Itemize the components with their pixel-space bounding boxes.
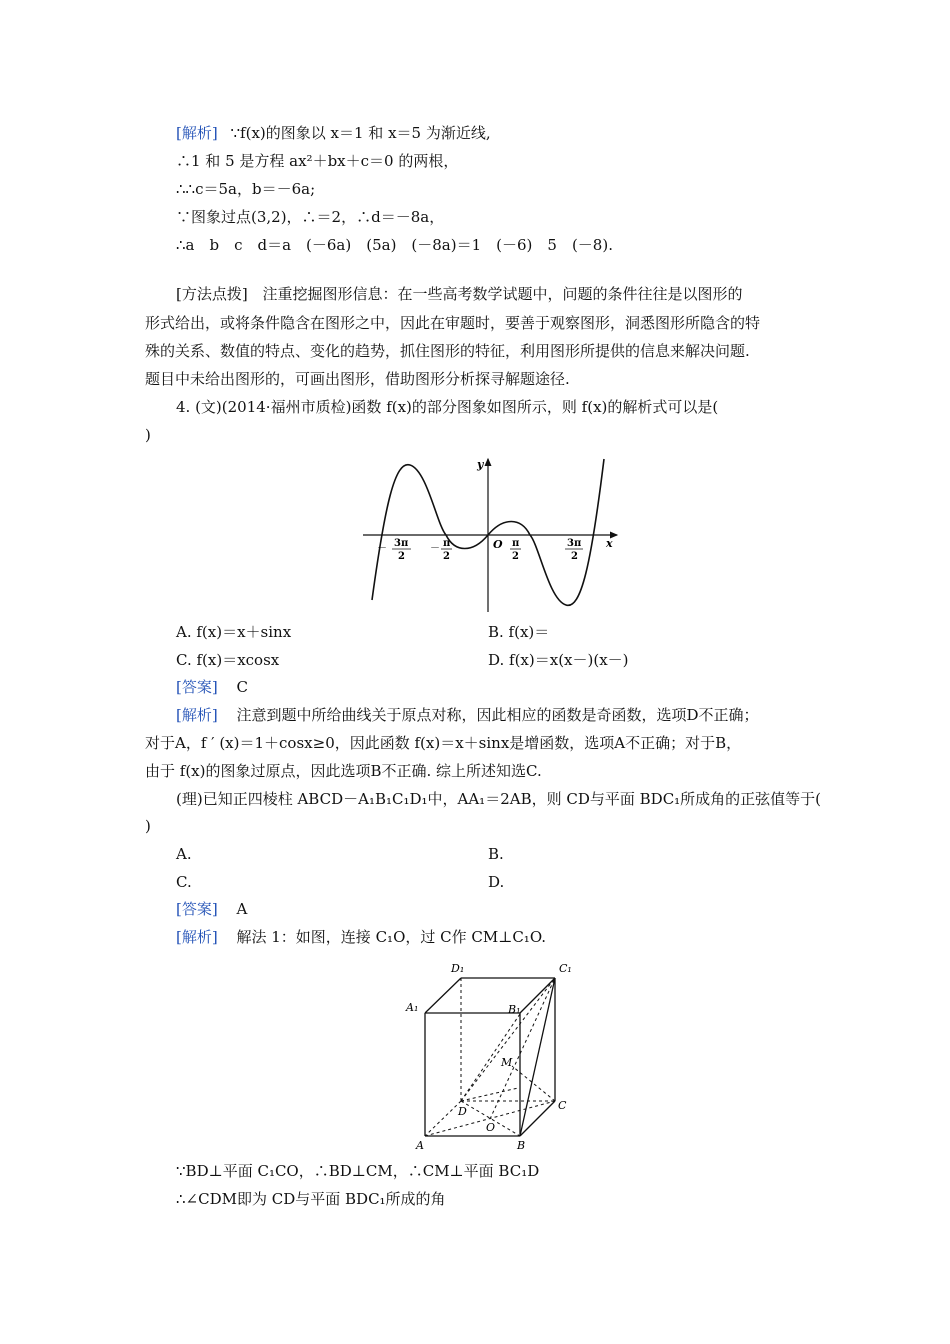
svg-text:2: 2 bbox=[512, 551, 519, 562]
analysis-tag: [解析] bbox=[176, 124, 218, 142]
svg-text:π: π bbox=[443, 538, 451, 549]
tick-pi-2 bbox=[510, 538, 521, 562]
q4li-proof-line-1: ∵BD⊥平面 C₁CO，∴BD⊥CM，∴CM⊥平面 BC₁D bbox=[176, 1162, 540, 1180]
label-A: A bbox=[416, 1139, 424, 1152]
answer-tag: [答案] bbox=[176, 900, 218, 918]
svg-text:－: － bbox=[430, 543, 440, 554]
svg-text:2: 2 bbox=[398, 551, 405, 562]
answer-tag: [答案] bbox=[176, 678, 218, 696]
svg-text:2: 2 bbox=[571, 551, 578, 562]
label-C1: C₁ bbox=[559, 962, 572, 975]
q4li-option-c: C. bbox=[176, 873, 192, 891]
method-tip-line-4: 题目中未给出图形的，可画出图形，借助图形分析探寻解题途径. bbox=[145, 370, 570, 388]
label-C: C bbox=[558, 1099, 567, 1112]
label-B: B bbox=[517, 1139, 526, 1152]
svg-text:2: 2 bbox=[443, 551, 450, 562]
q4-option-d: D. f(x)＝x(x－)(x－) bbox=[488, 651, 629, 669]
q3-line1-text: ∵f(x)的图象以 x＝1 和 x＝5 为渐近线, bbox=[230, 124, 491, 142]
svg-text:－: － bbox=[377, 543, 387, 554]
q4li-explanation bbox=[176, 927, 546, 947]
svg-text:3π: 3π bbox=[394, 538, 409, 549]
origin-label: O bbox=[493, 538, 503, 551]
tick-neg-3pi-2 bbox=[377, 538, 411, 562]
q3-analysis-line-2: ∴1 和 5 是方程 ax²＋bx＋c＝0 的两根， bbox=[176, 152, 459, 170]
prism-diagram bbox=[400, 958, 585, 1153]
q4li-expl-text: 解法 1：如图，连接 C₁O，过 C作 CM⊥C₁O. bbox=[236, 928, 547, 946]
q4li-stem-line-1: (理)已知正四棱柱 ABCD－A₁B₁C₁D₁中，AA₁＝2AB，则 CD与平面 BDC₁所成角的正弦值等于( bbox=[176, 790, 822, 808]
label-A1: A₁ bbox=[406, 1001, 419, 1014]
q4-option-b: B. f(x)＝ bbox=[488, 623, 550, 641]
y-axis-label: y bbox=[477, 458, 484, 471]
method-tip-line-3: 殊的关系、数值的特点、变化的趋势，抓住图形的特征，利用图形所提供的信息来解决问题. bbox=[145, 342, 750, 360]
q4-explanation-line-1 bbox=[176, 705, 759, 725]
analysis-tag: [解析] bbox=[176, 928, 218, 946]
analysis-tag: [解析] bbox=[176, 706, 218, 724]
q4li-option-b: B. bbox=[488, 845, 504, 863]
q4li-stem-line-2: ) bbox=[145, 817, 151, 835]
q3-analysis-line-1 bbox=[176, 123, 491, 143]
method-tip-line-1 bbox=[176, 284, 743, 304]
method-tip-line-2: 形式给出，或将条件隐含在图形之中，因此在审题时，要善于观察图形，洞悉图形所隐含的特 bbox=[145, 314, 761, 332]
q3-analysis-line-5: ∴a b c d＝a (－6a) (5a) (－8a)＝1 (－6) 5 (－8). bbox=[176, 236, 613, 254]
label-D: D bbox=[458, 1105, 467, 1118]
q4-option-c: C. f(x)＝xcosx bbox=[176, 651, 280, 669]
q4-stem-line-1: 4. (文)(2014·福州市质检)函数 f(x)的部分图象如图所示，则 f(x)的解析式可以是( bbox=[176, 398, 719, 416]
q4-expl-1: 注意到题中所给曲线关于原点对称，因此相应的函数是奇函数，选项D不正确； bbox=[236, 706, 759, 724]
q4-explanation-line-2: 对于A，f ′ (x)＝1＋cosx≥0，因此函数 f(x)＝x＋sinx是增函数，选项A不正确；对于B， bbox=[145, 734, 742, 752]
tick-neg-pi-2 bbox=[430, 538, 452, 562]
method-tag: [方法点拨] bbox=[176, 285, 248, 303]
q4-answer-value: C bbox=[236, 678, 248, 696]
svg-text:π: π bbox=[512, 538, 520, 549]
label-B1: B₁ bbox=[508, 1003, 521, 1016]
tick-3pi-2 bbox=[565, 538, 583, 562]
q4li-proof-line-2: ∴∠CDM即为 CD与平面 BDC₁所成的角 bbox=[176, 1190, 446, 1208]
label-M: M bbox=[501, 1056, 513, 1069]
q4-stem-line-2: ) bbox=[145, 426, 151, 444]
method-text-1: 注重挖掘图形信息：在一些高考数学试题中，问题的条件往往是以图形的 bbox=[262, 285, 743, 303]
x-axis-label: x bbox=[606, 537, 613, 550]
q4li-option-d: D. bbox=[488, 873, 505, 891]
q4-answer bbox=[176, 677, 248, 697]
label-D1: D₁ bbox=[451, 962, 465, 975]
q4li-option-a: A. bbox=[176, 845, 192, 863]
q4li-answer bbox=[176, 899, 247, 919]
label-O: O bbox=[486, 1121, 496, 1134]
q4-explanation-line-3: 由于 f(x)的图象过原点，因此选项B不正确. 综上所述知选C. bbox=[145, 762, 542, 780]
function-graph bbox=[355, 455, 630, 615]
q3-analysis-line-4: ∵图象过点(3,2)，∴＝2，∴d＝－8a， bbox=[176, 208, 445, 226]
q4li-answer-value: A bbox=[236, 900, 248, 918]
q4-option-a: A. f(x)＝x＋sinx bbox=[176, 623, 292, 641]
q3-analysis-line-3: ∴∴c＝5a，b＝－6a; bbox=[176, 180, 316, 198]
svg-text:3π: 3π bbox=[567, 538, 582, 549]
